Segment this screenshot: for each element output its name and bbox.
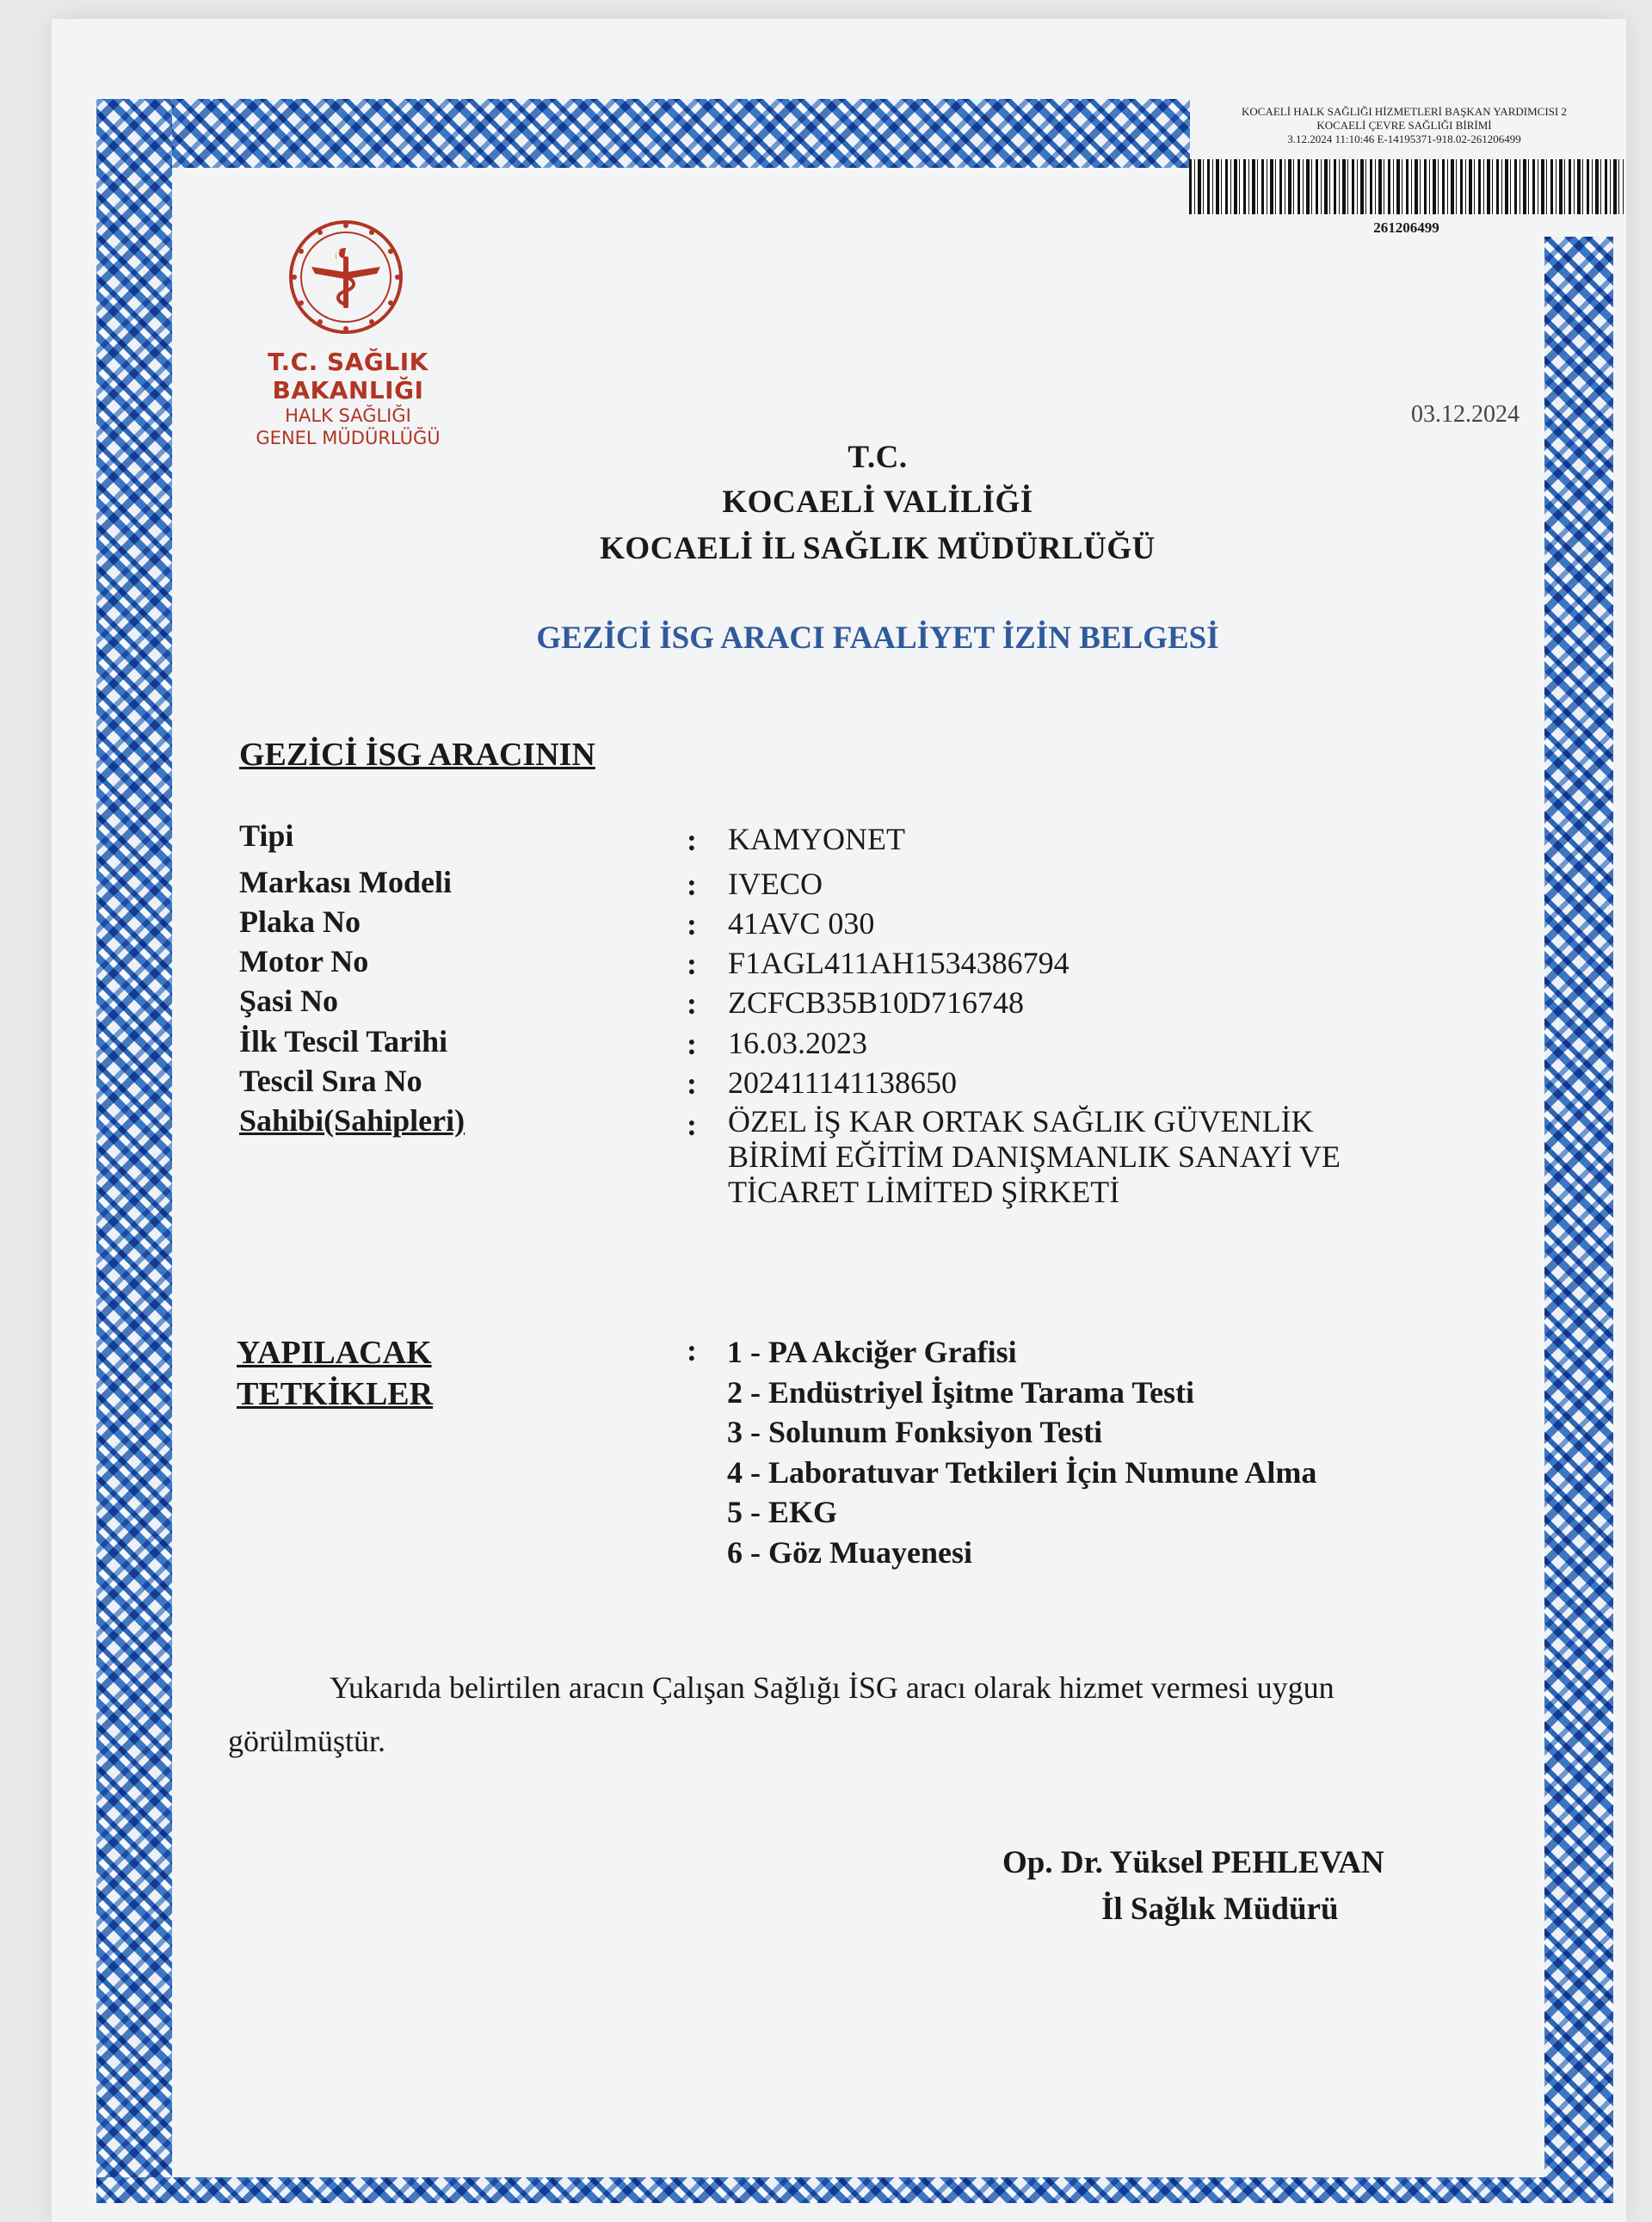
document-date: 03.12.2024 [1411, 401, 1519, 428]
tests-list [727, 1332, 1316, 1572]
vehicle-section-title: GEZİCİ İSG ARACININ [239, 737, 595, 773]
barcode [1189, 159, 1624, 214]
tests-label-line-2: TETKİKLER [237, 1376, 434, 1412]
field-value-registration-no: 202411141138650 [728, 1065, 957, 1100]
field-label-engine: Motor No [239, 944, 369, 978]
ministry-name: T.C. SAĞLIK BAKANLIĞI [268, 348, 428, 404]
header-line-3: KOCAELİ İL SAĞLIK MÜDÜRLÜĞÜ [600, 531, 1156, 566]
field-colon: : [687, 947, 697, 981]
decorative-border-top [102, 99, 1190, 168]
field-colon: : [687, 1066, 697, 1101]
stamp-line-1: KOCAELİ HALK SAĞLIĞI HİZMETLERİ BAŞKAN YARDIMCISI 2 [1242, 105, 1567, 118]
ministry-directorate: GENEL MÜDÜRLÜĞÜ [256, 428, 441, 448]
ministry-subunit: HALK SAĞLIĞI [285, 405, 411, 426]
field-label-registration-no: Tescil Sıra No [239, 1064, 422, 1098]
field-label-plate: Plaka No [239, 904, 361, 939]
field-value-brand-model: IVECO [728, 867, 823, 901]
list-item: 2 - Endüstriyel İşitme Tarama Testi [727, 1374, 1195, 1410]
field-value-owner: ÖZEL İŞ KAR ORTAK SAĞLIK GÜVENLİK BİRİMİ EĞİTİM DANIŞMANLIK SANAYİ VE TİCARET LİMİTED ŞİRKETİ [728, 1104, 1341, 1209]
field-colon: : [687, 907, 697, 941]
field-value-chassis: ZCFCB35B10D716748 [728, 985, 1025, 1020]
tests-colon: : [687, 1333, 697, 1367]
field-label-owner: Sahibi(Sahipleri) [239, 1103, 465, 1138]
field-label-type: Tipi [239, 818, 294, 853]
decorative-border-bottom [96, 2177, 1613, 2203]
field-value-engine: F1AGL411AH1534386794 [728, 946, 1069, 980]
barcode-number: 261206499 [1373, 219, 1439, 236]
stamp-line-3: 3.12.2024 11:10:46 E-14195371-918.02-261206499 [1287, 133, 1521, 145]
decorative-border-right [1544, 237, 1613, 2203]
decorative-border-left [96, 99, 172, 2203]
approval-statement: Yukarıda belirtilen aracın Çalışan Sağlığı İSG aracı olarak hizmet vermesi uygun görülmüştür. [228, 1670, 1335, 1758]
list-item: 6 - Göz Muayenesi [727, 1534, 972, 1570]
signatory-name: Op. Dr. Yüksel PEHLEVAN [1002, 1845, 1384, 1880]
field-value-type: KAMYONET [728, 822, 905, 856]
field-colon: : [687, 986, 697, 1021]
field-label-chassis: Şasi No [239, 984, 339, 1018]
tests-label [237, 1332, 433, 1415]
signatory-title: İl Sağlık Müdürü [1101, 1892, 1339, 1927]
field-colon: : [687, 823, 697, 857]
field-value-first-registration: 16.03.2023 [728, 1026, 867, 1060]
ministry-logo-text [200, 348, 496, 449]
header-line-2: KOCAELİ VALİLİĞİ [722, 485, 1033, 520]
field-colon: : [687, 1027, 697, 1061]
header-line-1: T.C. [848, 440, 908, 475]
document-title: GEZİCİ İSG ARACI FAALİYET İZİN BELGESİ [536, 620, 1219, 656]
field-colon: : [687, 867, 697, 902]
ministry-seal-icon [286, 217, 406, 337]
electronic-stamp [1189, 105, 1619, 146]
field-colon: : [687, 1108, 697, 1142]
field-value-plate: 41AVC 030 [728, 906, 875, 941]
stamp-line-2: KOCAELİ ÇEVRE SAĞLIĞI BİRİMİ [1316, 119, 1492, 132]
list-item: 3 - Solunum Fonksiyon Testi [727, 1415, 1103, 1449]
list-item: 5 - EKG [727, 1495, 838, 1529]
list-item: 1 - PA Akciğer Grafisi [727, 1335, 1017, 1369]
field-label-brand-model: Markası Modeli [239, 865, 452, 899]
list-item: 4 - Laboratuvar Tetkileri İçin Numune Alma [727, 1454, 1317, 1490]
field-label-first-registration: İlk Tescil Tarihi [239, 1024, 448, 1059]
tests-label-line-1: YAPILACAK [237, 1335, 432, 1371]
